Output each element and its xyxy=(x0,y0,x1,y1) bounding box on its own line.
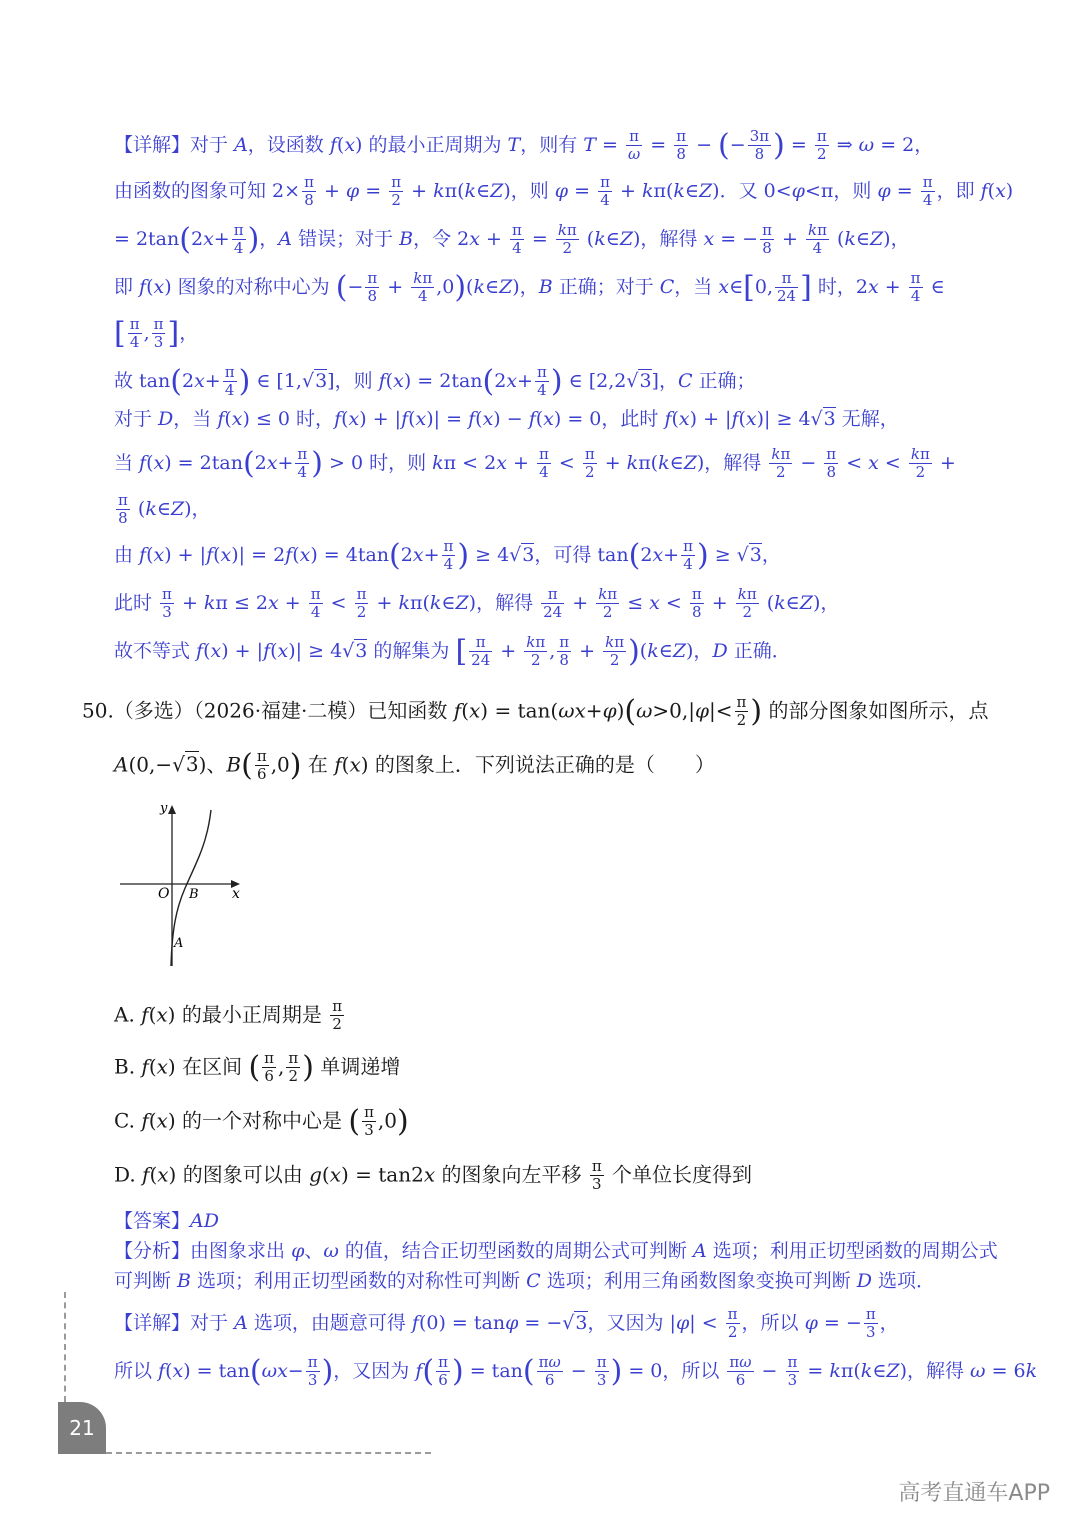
question50-stem-line1: 50.（多选）（2026·福建·二模）已知函数 f(x) = tan(ωx+φ)(ω>0,|φ|< $\frac{\pi}{2}$ ) 的部分图象如图所示，点 xyxy=(82,693,989,730)
solution49-line3: = 2tan(2x+ $\frac{\pi}{4}$ )，A 错误；对于 B，令 2x + $\frac{\pi}{4}$ = $\frac{k\pi}{2}$ (k∈Z)，解得 x = − $\frac{\pi}{8}$ + $\frac{k\pi}{4}$ (k∈Z)， xyxy=(114,221,910,258)
point-b-label: B xyxy=(189,887,199,902)
option-d: D. f(x) 的图象可以由 g(x) = tan2x 的图象向左平移 $\frac{\pi}{3}$ 个单位长度得到 xyxy=(114,1157,753,1194)
solution49-line7: 对于 D，当 f(x) ≤ 0 时，f(x) + |f(x)| = f(x) − f(x) = 0，此时 f(x) + |f(x)| ≥ 4√3 无解， xyxy=(114,408,899,430)
page-corner-dash-vertical xyxy=(64,1292,66,1402)
detail-tag: 【详解】 xyxy=(114,133,191,156)
solution49-line5: [ $\frac{\pi}{4}$ , $\frac{\pi}{3}$ ]， xyxy=(114,315,199,352)
detail-line1: 【详解】对于 A 选项，由题意可得 f(0) = tanφ = −√3，又因为 |φ| < $\frac{\pi}{2}$ ，所以 φ = − $\frac{\pi}{3}$ ， xyxy=(114,1305,899,1342)
answer-line xyxy=(114,1210,219,1234)
analysis-tag: 【分析】 xyxy=(114,1240,191,1262)
option-a: A. f(x) 的最小正周期是 $\frac{\pi}{2}$ xyxy=(114,997,343,1034)
answer-value: AD xyxy=(190,1210,219,1232)
question50-stem-line2: A(0,−√3)、B( $\frac{\pi}{6}$ ,0) 在 f(x) 的图象上．下列说法正确的是（ ） xyxy=(114,747,715,784)
solution49-line2: 由函数的图象可知 2× $\frac{\pi}{8}$ + φ = $\frac{\pi}{2}$ + kπ(k∈Z)，则 φ = $\frac{\pi}{4}$ + kπ(k∈Z)．又 0<φ<π，则 φ = $\frac{\pi}{4}$ ，即 f(x) xyxy=(114,173,1014,210)
solution49-line8: 当 f(x) = 2tan(2x+ $\frac{\pi}{4}$ ) > 0 时，则 kπ < 2x + $\frac{\pi}{4}$ < $\frac{\pi}{2}$ + kπ(k∈Z)，解得 $\frac{k\pi}{2}$ − $\frac{\pi}{8}$ < x < $\frac{k\pi}{2}$ + xyxy=(114,445,956,482)
solution49-line10: 由 f(x) + |f(x)| = 2f(x) = 4tan(2x+ $\frac{\pi}{4}$ ) ≥ 4√3，可得 tan(2x+ $\frac{\pi}{4}$ ) ≥ √3， xyxy=(114,537,781,574)
analysis-line2: 可判断 B 选项；利用正切型函数的对称性可判断 C 选项；利用三角函数图象变换可判断 D 选项． xyxy=(114,1270,936,1292)
analysis-line1: 【分析】由图象求出 φ、ω 的值，结合正切型函数的周期公式可判断 A 选项；利用正切型函数的周期公式 xyxy=(114,1240,998,1262)
solution49-line12: 故不等式 f(x) + |f(x)| ≥ 4√3 的解集为 [ $\frac{\pi}{24}$ + $\frac{k\pi}{2}$ , $\frac{\pi}{8}$ + $\frac{k\pi}{2}$ )(k∈Z)，D 正确． xyxy=(114,633,791,670)
solution49-line1: 【详解】对于 A，设函数 f(x) 的最小正周期为 T，则有 T = $\frac{\pi}{\omega}$ = $\frac{\pi}{8}$ − (− $\frac{3\pi}{8}$ ) = $\frac{\pi}{2}$ ⇒ ω = 2， xyxy=(114,127,934,164)
tangent-graph xyxy=(114,800,254,972)
y-axis-label: y xyxy=(160,801,168,816)
y-axis-arrow-icon xyxy=(168,805,176,814)
page-number: 21 xyxy=(58,1402,106,1454)
option-b: B. f(x) 在区间 ( $\frac{\pi}{6}$ , $\frac{\pi}{2}$ ) 单调递增 xyxy=(114,1049,401,1086)
option-c: C. f(x) 的一个对称中心是 ( $\frac{\pi}{3}$ ,0) xyxy=(114,1103,409,1140)
point-a-label: A xyxy=(174,936,184,951)
solution49-line11: 此时 $\frac{\pi}{3}$ + kπ ≤ 2x + $\frac{\pi}{4}$ < $\frac{\pi}{2}$ + kπ(k∈Z)，解得 $\frac{\pi}{24}$ + $\frac{k\pi}{2}$ ≤ x < $\frac{\pi}{8}$ + $\frac{k\pi}{2}$ (k∈Z)， xyxy=(114,585,840,622)
x-axis-label: x xyxy=(232,886,240,902)
page-corner-dash-horizontal xyxy=(106,1452,431,1454)
answer-tag: 【答案】 xyxy=(114,1210,191,1232)
detail-line2: 所以 f(x) = tan(ωx− $\frac{\pi}{3}$ )，又因为 f( $\frac{\pi}{6}$ ) = tan( $\frac{\pi\omega}{6}$ − $\frac{\pi}{3}$ ) = 0，所以 $\frac{\pi\omega}{6}$ − $\frac{\pi}{3}$ = kπ(k∈Z)，解得 ω = 6k xyxy=(114,1353,1038,1390)
watermark: 高考直通车APP xyxy=(898,1481,1050,1506)
origin-label: O xyxy=(158,886,170,902)
solution49-line6: 故 tan(2x+ $\frac{\pi}{4}$ ) ∈ [1,√3]，则 f(x) = 2tan(2x+ $\frac{\pi}{4}$ ) ∈ [2,2√3]，C 正确； xyxy=(114,363,756,400)
detail-tag-2: 【详解】 xyxy=(114,1311,191,1334)
solution49-line9: $\frac{\pi}{8}$ (k∈Z)， xyxy=(118,491,211,528)
solution49-line4: 即 f(x) 图象的对称中心为 (− $\frac{\pi}{8}$ + $\frac{k\pi}{4}$ ,0)(k∈Z)，B 正确；对于 C，当 x∈[0, $\frac{\pi}{24}$ ] 时，2x + $\frac{\pi}{4}$ ∈ xyxy=(114,269,945,306)
